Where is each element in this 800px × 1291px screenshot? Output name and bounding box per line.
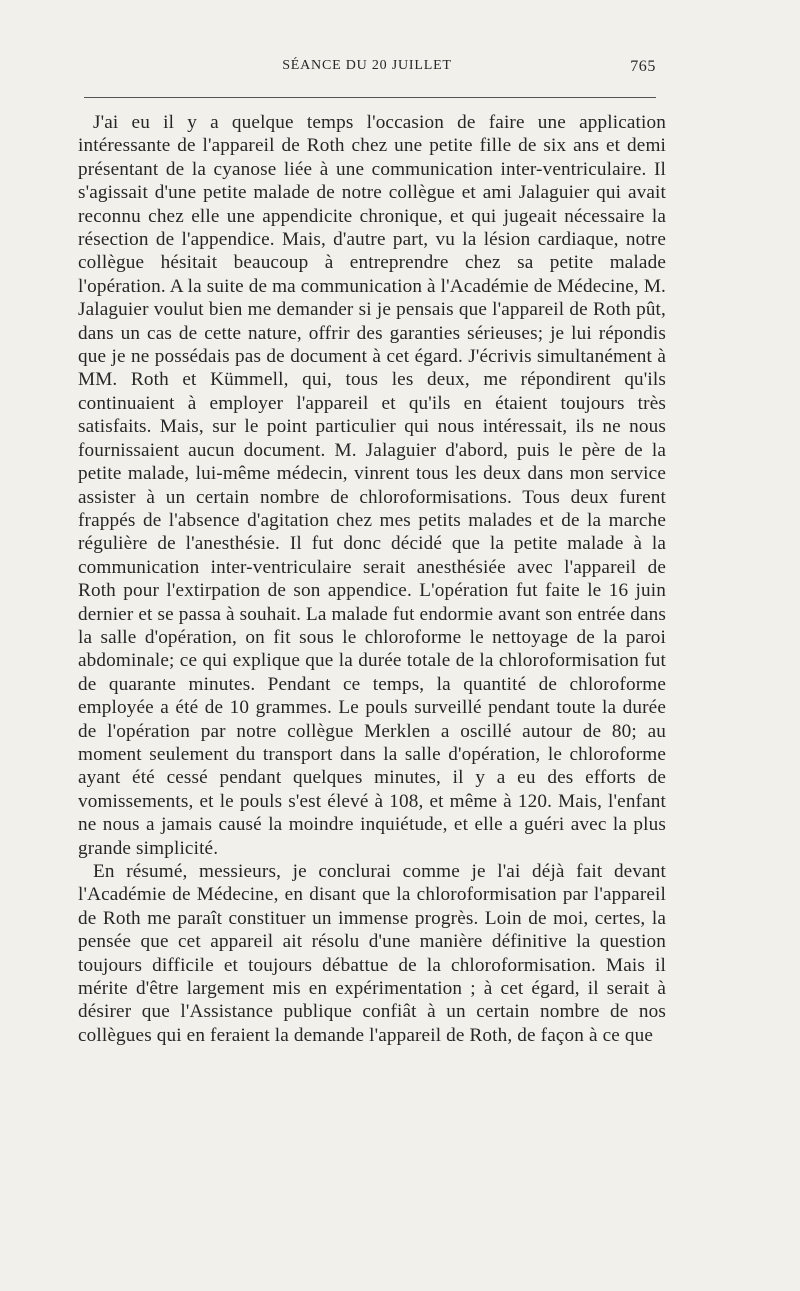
paragraph: J'ai eu il y a quelque temps l'occasion de faire une application intéressante de l'appareil de Roth chez une petite fille de six ans et demi présentant de la cyanose liée à une communication inter-ventriculaire. Il s'agissait d'une petite malade de notre collègue et ami Jalaguier qui avait reconnu chez elle une appendicite chronique, et qui jugeait nécessaire la résection de l'appendice. Mais, d'autre part, vu la lésion cardiaque, notre collègue hésitait beaucoup à entreprendre chez sa petite malade l'opération. A la suite de ma communication à l'Académie de Médecine, M. Jalaguier voulut bien me demander si je pensais que l'appareil de Roth pût, dans un cas de cette nature, offrir des garanties sérieuses; je lui répondis que je ne possédais pas de document à cet égard. J'écrivis simultanément à MM. Roth et Kümmell, qui, tous les deux, me répondirent qu'ils continuaient à employer l'appareil et qu'ils en étaient toujours très satisfaits. Mais, sur le point particulier qui nous intéressait, ils ne nous fournissaient aucun document. M. Jalaguier d'abord, puis le père de la petite malade, lui-même médecin, vinrent tous les deux dans mon service assister à un certain nombre de chloroformisations. Tous deux furent frappés de l'absence d'agitation chez mes petits malades et de la marche régulière de l'anesthésie. Il fut donc décidé que la petite malade à la communication inter-ventriculaire serait anesthésiée avec l'appareil de Roth pour l'extirpation de son appendice. L'opération fut faite le 16 juin dernier et se passa à souhait. La malade fut endormie avant son entrée dans la salle d'opération, on fit sous le chloroforme le nettoyage de la paroi abdominale; ce qui explique que la durée totale de la chloroformisation fut de quarante minutes. Pendant ce temps, la quantité de chloroforme employée a été de 10 grammes. Le pouls surveillé pendant toute la durée de l'opération par notre collègue Merklen a oscillé autour de 80; au moment seulement du transport dans la salle d'opération, le chloroforme ayant été cessé pendant quelques minutes, il y a eu des efforts de vomissements, et le pouls s'est élevé à 108, et même à 120. Mais, l'enfant ne nous a jamais causé la moindre inquiétude, et elle a guéri avec la plus grande simplicité.	[78, 112, 666, 859]
running-title: SÉANCE DU 20 JUILLET	[282, 58, 452, 73]
page-number: 765	[630, 58, 656, 75]
header-rule	[84, 97, 656, 98]
body-text	[78, 111, 666, 1047]
paragraph: En résumé, messieurs, je conclurai comme je l'ai déjà fait devant l'Académie de Médecine, en disant que la chloroformisation par l'appareil de Roth me paraît constituer un immense progrès. Loin de moi, certes, la pensée que cet appareil ait résolu d'une manière définitive la question toujours difficile et toujours débattue de la chloroformisation. Mais il mérite d'être largement mis en expérimentation ; à cet égard, il serait à désirer que l'Assistance publique confiât à un certain nombre de nos collègues qui en feraient la demande l'appareil de Roth, de façon à ce que	[78, 861, 666, 1046]
page-header	[78, 58, 656, 82]
